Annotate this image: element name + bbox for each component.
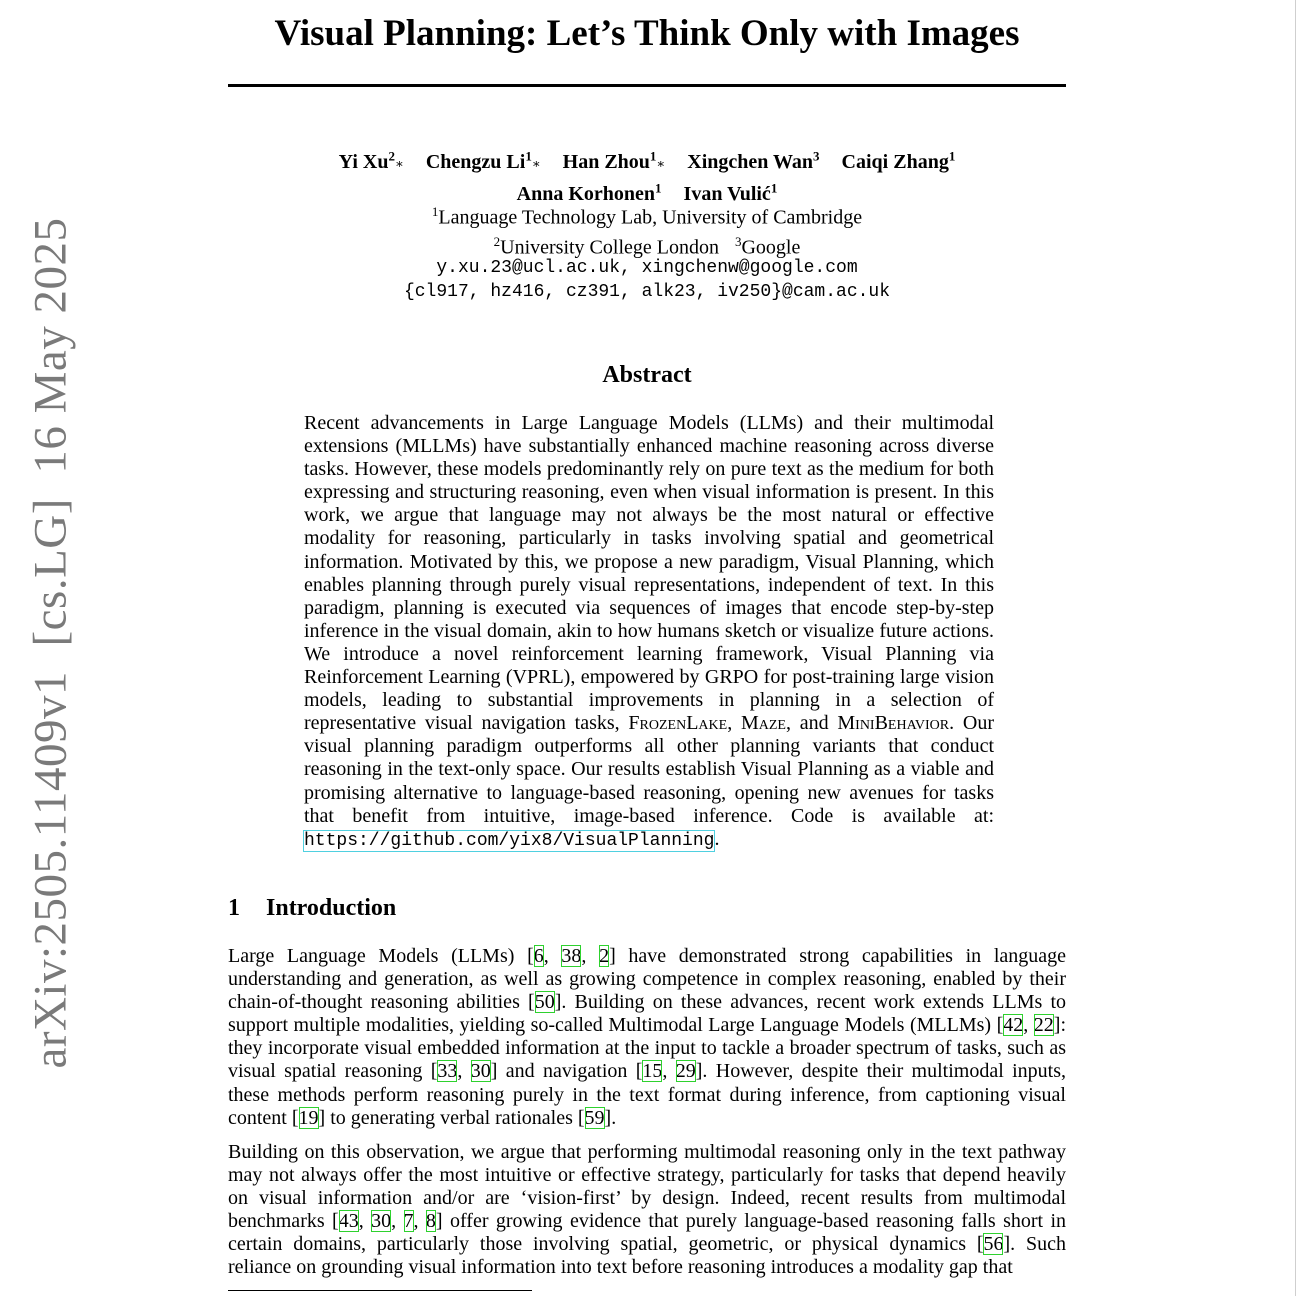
- paragraph-text: ]: they incorporate visual embedded information at the input to tackle a broader spectrum of tasks, such as visual spatial reasoning [: [228, 1014, 1067, 1083]
- paragraph-text: Large Language Models (LLMs) [: [228, 945, 534, 967]
- equal-contribution-marker: ∗: [531, 155, 541, 171]
- arxiv-stamp: [19, 217, 83, 1069]
- paragraph-text: ]. Such reliance on grounding visual information into text before reasoning introduces a modality gap that: [228, 1233, 1066, 1279]
- citation-link[interactable]: 33: [437, 1060, 458, 1083]
- abstract-text: Recent advancements in Large Language Models (LLMs) and their multimodal extensions (MLLMs) have substantially enhanced machine reasoning across diverse tasks. However, these models predominantly rely on pure text as the medium for both expressing and structuring reasoning, even when visual information is present. In this work, we argue that language may not always be the most natural or effective modality for reasoning, particularly in tasks involving spatial and geometrical information. Motivated by this, we propose a new paradigm, Visual Planning, which enables planning through purely visual representations, independent of text. In this paradigm, planning is executed via sequences of images that encode step-by-step inference in the visual domain, akin to how humans sketch or visualize future actions. We introduce a novel reinforcement learning framework, Visual Planning via Reinforcement Learning (VPRL), empowered by GRPO for post-training large vision models, leading to substantial improvements in planning in a selection of representative visual navigation tasks,: [304, 412, 994, 735]
- author-name-text: Xingchen Wan: [687, 150, 814, 173]
- title-rule: [228, 84, 1066, 87]
- intro-paragraph: [228, 1141, 1066, 1280]
- abstract-heading: Abstract: [602, 362, 692, 388]
- citation-link[interactable]: 42: [1003, 1014, 1024, 1037]
- citation-link[interactable]: 38: [561, 945, 582, 967]
- paragraph-text: ,: [662, 1060, 676, 1083]
- section-number: 1: [228, 895, 240, 921]
- section-heading: [228, 893, 396, 923]
- paragraph-text: ] offer growing evidence that purely language-based reasoning falls short in certain domains, particularly those involving spatial, geometric, or physical dynamics [: [228, 1210, 1067, 1256]
- citation-link[interactable]: 29: [675, 1060, 696, 1083]
- affiliation-line: [228, 230, 1066, 260]
- citation-link[interactable]: 19: [298, 1106, 319, 1129]
- paragraph-text: ,: [1023, 1014, 1034, 1037]
- separator: , and: [785, 712, 838, 735]
- author-name: [425, 148, 541, 173]
- affiliation-marker: 1: [525, 148, 532, 163]
- paragraph-text: ,: [581, 945, 600, 967]
- citation-link[interactable]: 43: [338, 1210, 359, 1233]
- author-name: [338, 148, 404, 173]
- task-name: Maze: [740, 712, 786, 735]
- separator: ,: [727, 712, 741, 735]
- citation-link[interactable]: 7: [403, 1210, 414, 1233]
- paragraph-text: ,: [543, 945, 562, 967]
- paragraph-text: ]. Building on these advances, recent work extends LLMs to support multiple modalities, yielding so-called Multimodal Large Language Models (MLLMs) [: [228, 991, 1067, 1037]
- citation-link[interactable]: 59: [584, 1106, 605, 1129]
- author-name: [687, 148, 820, 173]
- citation-link[interactable]: 8: [425, 1210, 436, 1233]
- affiliation-marker: 1: [431, 204, 439, 219]
- footnote-rule: [228, 1290, 532, 1291]
- affiliation-marker: 1: [649, 148, 657, 163]
- intro-paragraph: [228, 945, 1066, 1130]
- citation-link[interactable]: 30: [470, 1060, 491, 1083]
- author-name-text: Caiqi Zhang: [841, 150, 949, 173]
- affiliation-marker: 1: [655, 180, 662, 196]
- author-name: [562, 148, 666, 173]
- paragraph-text: ]. However, despite their multimodal inputs, these methods perform reasoning purely in the text format during inference, from captioning visual content [: [228, 1060, 1067, 1129]
- affiliation-marker: 2: [388, 148, 395, 163]
- affiliation-cambridge: Language Technology Lab, University of Cambridge: [438, 206, 863, 229]
- paragraph-text: ] to generating verbal rationales [: [318, 1106, 585, 1129]
- citation-link[interactable]: 56: [983, 1233, 1004, 1256]
- author-name-text: Anna Korhonen: [516, 183, 656, 206]
- affiliation-google: Google: [741, 236, 801, 259]
- paragraph-text: ,: [457, 1060, 471, 1083]
- paragraph-text: ].: [604, 1106, 617, 1129]
- abstract-body: [304, 412, 994, 853]
- author-name-text: Ivan Vulić: [683, 183, 771, 206]
- author-name-text: Han Zhou: [562, 150, 650, 173]
- author-name: [841, 148, 956, 173]
- author-name-text: Chengzu Li: [425, 150, 526, 173]
- task-name: FrozenLake: [628, 712, 728, 735]
- arxiv-stamp-text: arXiv:2505.11409v1 [cs.LG] 16 May 2025: [25, 217, 77, 1069]
- affiliation-marker: 2: [493, 233, 501, 249]
- citation-link[interactable]: 50: [534, 991, 555, 1014]
- paragraph-text: ,: [358, 1210, 372, 1233]
- code-repository-link[interactable]: https://github.com/yix8/VisualPlanning: [304, 830, 715, 851]
- email-line: {cl917, hz416, cz391, alk23, iv250}@cam.ac.uk: [403, 282, 891, 302]
- section-title: Introduction: [266, 895, 397, 921]
- paragraph-text: Building on this observation, we argue that performing multimodal reasoning only in the text pathway may not always offer the most intuitive or effective strategy, particularly for tasks that depend heavily on visual information and/or are ‘vision-first’ by design. Indeed, recent results from multimodal benchmarks [: [228, 1141, 1066, 1233]
- paragraph-text: ] have demonstrated strong capabilities in language understanding and generation, as well as growing competence in complex reasoning, enabled by their chain-of-thought reasoning abilities [: [228, 945, 1067, 1014]
- author-emails: [228, 256, 1066, 304]
- affiliations: [228, 200, 1066, 259]
- author-list: [228, 143, 1066, 208]
- task-name: MiniBehavior: [837, 712, 950, 735]
- citation-link[interactable]: 30: [371, 1210, 392, 1233]
- affiliation-line: [228, 200, 1066, 230]
- paragraph-text: ] and navigation [: [490, 1060, 643, 1083]
- affiliation-marker: 1: [948, 148, 956, 163]
- citation-link[interactable]: 15: [642, 1060, 663, 1083]
- affiliation-marker: 3: [734, 233, 742, 249]
- paragraph-text: ,: [413, 1210, 426, 1233]
- affiliation-ucl: University College London: [500, 236, 719, 259]
- email-line: y.xu.23@ucl.ac.uk, xingchenw@google.com: [436, 258, 858, 278]
- citation-link[interactable]: 6: [533, 945, 544, 967]
- affiliation-marker: 1: [770, 180, 778, 196]
- citation-link[interactable]: 22: [1033, 1014, 1054, 1037]
- author-row: [228, 143, 1066, 176]
- author-name-text: Yi Xu: [338, 150, 389, 173]
- paper-title: Visual Planning: Let’s Think Only with Images: [274, 13, 1020, 54]
- equal-contribution-marker: ∗: [395, 155, 404, 171]
- abstract-text: . Our visual planning paradigm outperforms all other planning variants that conduct reasoning in the text-only space. Our results establish Visual Planning as a viable and promising alternative to language-based reasoning, opening new avenues for tasks that benefit from intuitive, image-based inference. Code is available at:: [304, 712, 994, 827]
- affiliation-marker: 3: [813, 148, 820, 163]
- citation-link[interactable]: 2: [599, 945, 610, 967]
- punctuation: .: [714, 827, 720, 850]
- paragraph-text: ,: [391, 1210, 404, 1233]
- equal-contribution-marker: ∗: [656, 155, 666, 171]
